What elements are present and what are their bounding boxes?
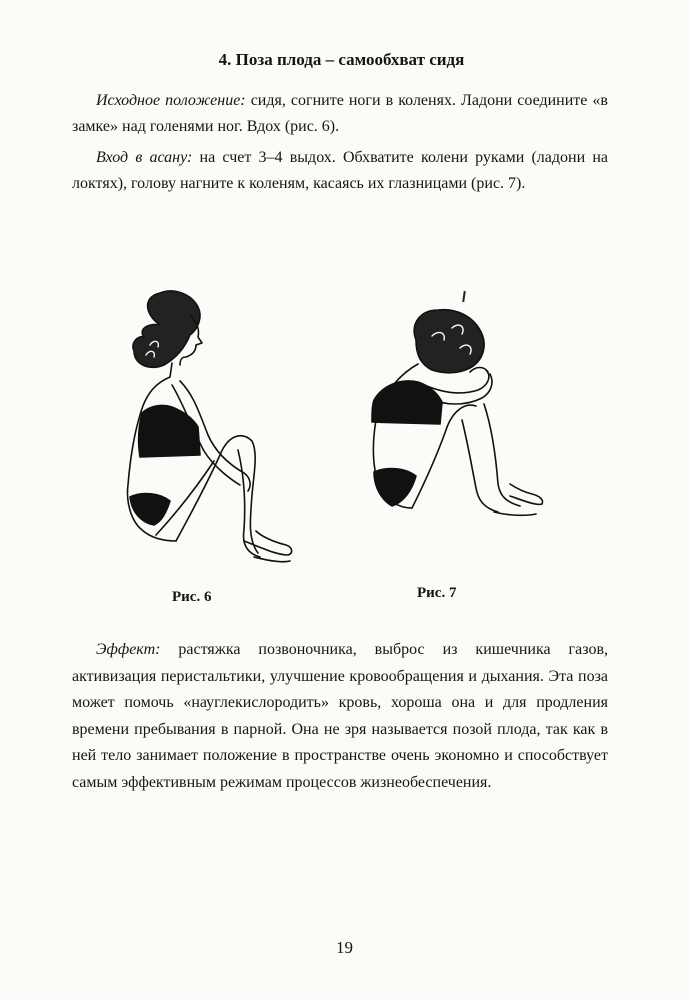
feet bbox=[510, 484, 543, 504]
top bbox=[139, 405, 200, 457]
paragraph-entry bbox=[72, 145, 608, 197]
briefs bbox=[374, 469, 416, 506]
effect-label: Эффект: bbox=[96, 641, 161, 658]
starting-position-label: Исходное положение: bbox=[96, 92, 246, 109]
figure-6-caption: Рис. 6 bbox=[172, 589, 212, 605]
figure-7-illustration bbox=[360, 288, 545, 523]
effect-text: растяжка позвоночника, выброс из кишечника газов, активизация перистальтики, улучшение кровообращения и дыхания. Эта поза может помочь «науглекислородить» кровь, хороша она и для продления времени пребывания в парной. Она не зря называется позой плода, так как в ней тело занимает положение в пространстве очень экономно и способствует самым эффективным режимам процессов жизнеобеспечения. bbox=[72, 641, 608, 791]
entry-label: Вход в асану: bbox=[96, 149, 193, 166]
paragraph-effect bbox=[72, 637, 608, 796]
briefs bbox=[130, 494, 170, 525]
hair bbox=[414, 310, 484, 373]
paragraph-starting-position bbox=[72, 88, 608, 140]
entry-text: на счет 3–4 выдох. Обхватите колени руками (ладони на локтях), голову нагните к коленям, касаясь их глазницами (рис. 7). bbox=[72, 149, 609, 192]
section-heading: 4. Поза плода – самообхват сидя bbox=[218, 50, 465, 69]
figure-7-caption: Рис. 7 bbox=[417, 585, 457, 601]
page-number: 19 bbox=[336, 938, 353, 957]
figure-6-illustration bbox=[120, 285, 300, 575]
starting-position-text: сидя, согните ноги в коленях. Ладони соедините «в замке» над голенями ног. Вдох (рис. 6). bbox=[72, 92, 608, 135]
